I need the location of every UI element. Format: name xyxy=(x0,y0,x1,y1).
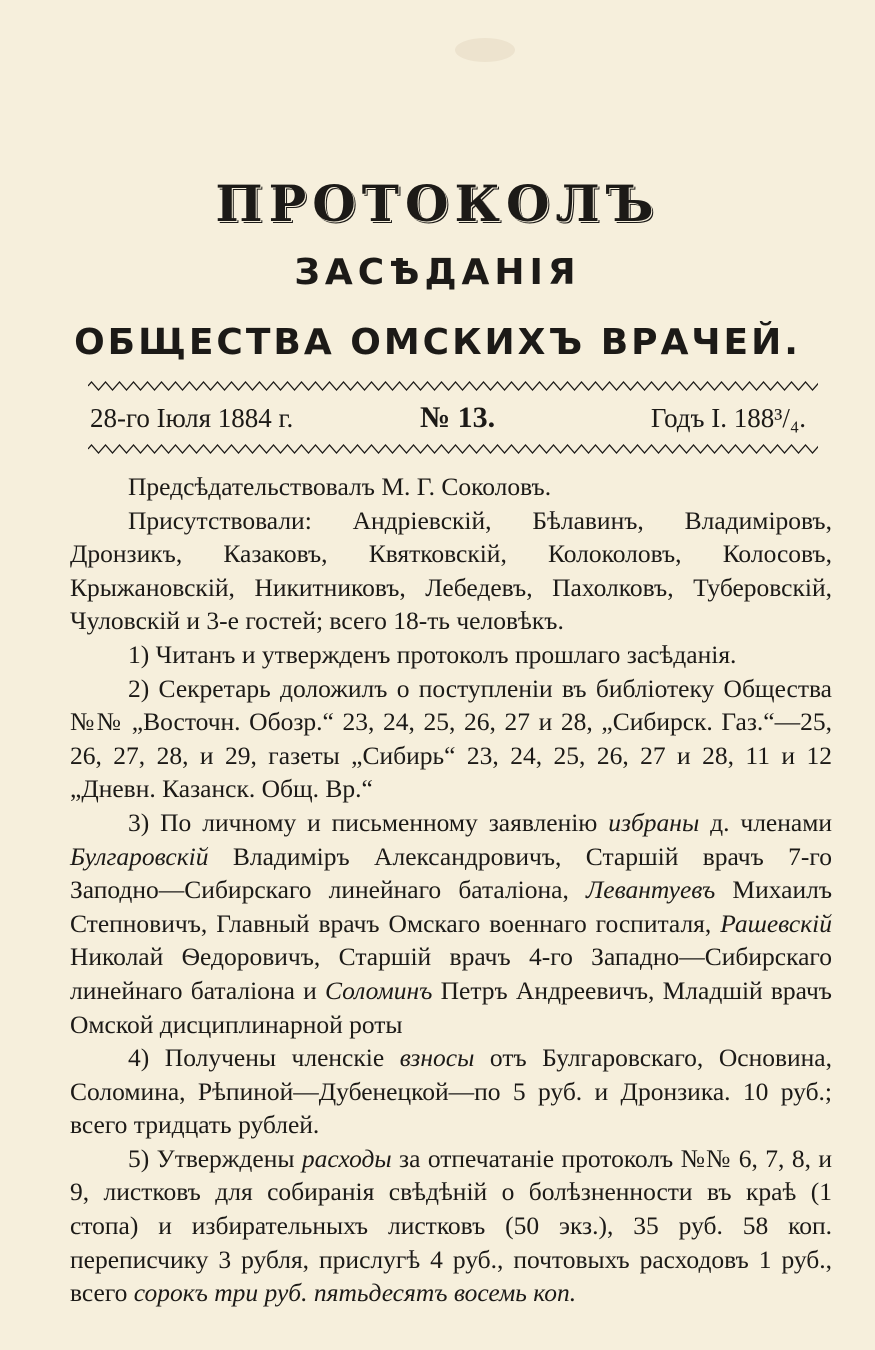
protocol-body xyxy=(70,470,832,1310)
paragraph-item-5: 5) Утверждены расходы за отпечатаніе протоколъ №№ 6, 7, 8, и 9, листковъ для собиранія свѣдѣній о болѣзненности въ краѣ (1 стопа) и избирательныхъ листковъ (50 экз.), 35 руб. 58 коп. переписчику 3 рубля, прислугѣ 4 руб., почтовыхъ расходовъ 1 руб., всего сорокъ три руб. пятьдесятъ восемь коп. xyxy=(70,1143,832,1308)
paragraph-item-2: 2) Секретарь доложилъ о поступленіи въ библіотеку Общества №№ „Восточн. Обозр.“ 23, 24, 25, 26, 27 и 28, „Сибирск. Газ.“—25, 26, 27, 28, и 29, газеты „Сибирь“ 23, 24, 25, 26, 27 и 28, 11 и 12 „Дневн. Казанск. Общ. Вр.“ xyxy=(70,673,832,804)
volume-year: Годъ I. 188³/₄. xyxy=(650,403,806,433)
paragraph-item-1: 1) Читанъ и утвержденъ протоколъ прошлаго засѣданія. xyxy=(128,639,737,669)
wavy-divider-bottom xyxy=(88,444,818,454)
session-date: 28-го Іюля 1884 г. xyxy=(90,403,294,433)
document-subtitle-session: ЗАСѢДАНІЯ xyxy=(294,252,581,293)
dateline xyxy=(90,396,806,440)
protocol-number: № 13. xyxy=(420,401,496,434)
document-subtitle-society: ОБЩЕСТВА ОМСКИХЪ ВРАЧЕЙ. xyxy=(74,322,801,363)
wavy-divider-top xyxy=(88,381,818,391)
document-title: ПРОТОКОЛЪ xyxy=(215,174,660,233)
paragraph-item-4: 4) Получены членскіе взносы отъ Булгаровскаго, Основина, Соломина, Рѣпиной—Дубенецкой—по 5 руб. и Дронзика. 10 руб.; всего тридцать рублей. xyxy=(70,1043,832,1140)
paragraph-item-3: 3) По личному и письменному заявленію избраны д. членами Булгаровскій Владиміръ Александровичъ, Старшій врачъ 7-го Заподно—Сибирскаго линейнаго баталіона, Левантуевъ Михаилъ Степновичъ, Главный врачъ Омскаго военнаго госпиталя, Рашевскій Николай Ѳедоровичъ, Старшій врачъ 4-го Западно—Сибирскаго линейнаго баталіона и Соломинъ Петръ Андреевичъ, Младшій врачъ Омской дисциплинарной роты xyxy=(70,807,833,1039)
paragraph-attendees: Присутствовали: Андріевскій, Бѣлавинъ, Владиміровъ, Дронзикъ, Казаковъ, Квятковскій, Колоколовъ, Колосовъ, Крыжановскій, Никитниковъ, Лебедевъ, Пахолковъ, Туберовскій, Чуловскій и 3-е гостей; всего 18-ть человѣкъ. xyxy=(70,505,832,636)
paper-stain xyxy=(455,38,515,62)
paragraph-chair: Предсѣдательствовалъ М. Г. Соколовъ. xyxy=(128,472,552,501)
